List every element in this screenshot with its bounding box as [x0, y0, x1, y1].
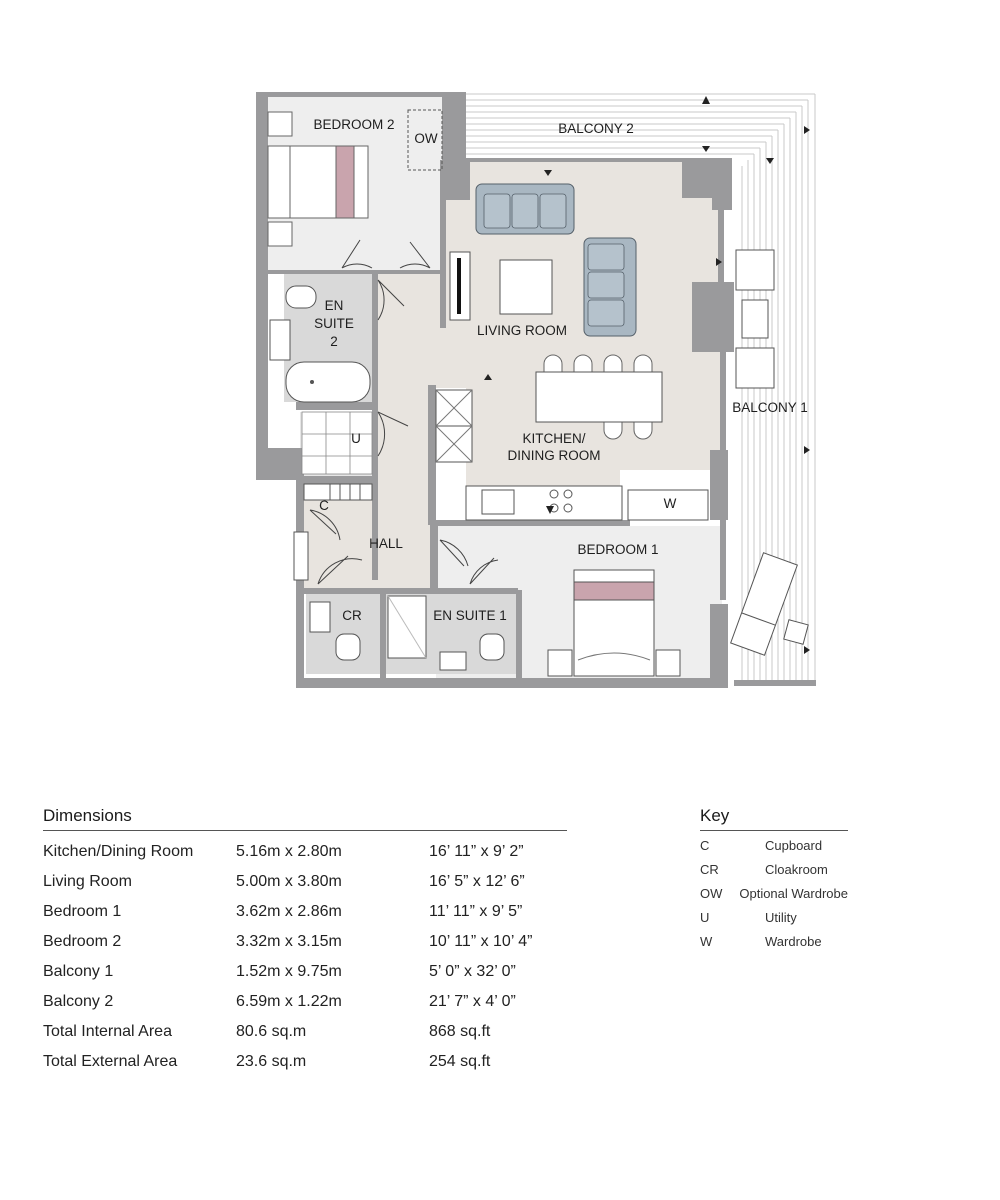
- basin-icon: [440, 652, 466, 670]
- dimension-imperial: 254 sq.ft: [429, 1053, 491, 1070]
- kitchen-tall-units: [436, 390, 472, 462]
- dining-table: [536, 372, 662, 422]
- key-code: CR: [700, 861, 719, 877]
- dimension-room: Balcony 2: [43, 993, 114, 1010]
- dimension-row: [43, 1047, 567, 1077]
- dimensions-rows: [43, 837, 567, 1077]
- bedside-table: [268, 112, 292, 136]
- dimension-room: Total External Area: [43, 1053, 178, 1070]
- label-ow: OW: [414, 131, 438, 146]
- utility-grid: [302, 412, 372, 474]
- sofa-top: [476, 184, 574, 234]
- dimension-row: [43, 837, 567, 867]
- key-row: [700, 881, 848, 905]
- balcony-edge: [734, 680, 816, 686]
- dimension-row: [43, 897, 567, 927]
- cupboard-rail: [304, 484, 372, 500]
- dimension-room: Kitchen/Dining Room: [43, 843, 194, 860]
- key-code: OW: [700, 885, 723, 901]
- label-kitchen-line2: DINING ROOM: [507, 448, 601, 463]
- balcony-chair: [736, 348, 774, 388]
- dimension-room: Bedroom 1: [43, 903, 122, 920]
- dimension-metric: 3.32m x 3.15m: [236, 933, 342, 950]
- key-code: U: [700, 909, 710, 925]
- key-label: Cloakroom: [765, 861, 828, 877]
- key-rows: [700, 833, 848, 953]
- label-wardrobe: W: [663, 496, 677, 511]
- key-row: [700, 833, 848, 857]
- balcony-chair: [736, 250, 774, 290]
- dimension-imperial: 16’ 11” x 9’ 2”: [429, 843, 524, 860]
- dimension-imperial: 5’ 0” x 32’ 0”: [429, 963, 516, 980]
- label-cupboard: C: [319, 498, 329, 513]
- label-balcony-2: BALCONY 2: [558, 121, 634, 136]
- balcony-table: [742, 300, 768, 338]
- entrance-door-frame: [294, 532, 308, 580]
- basin-icon: [310, 602, 330, 632]
- dimension-metric: 5.00m x 3.80m: [236, 873, 342, 890]
- bedside-table: [656, 650, 680, 676]
- coffee-table: [500, 260, 552, 314]
- label-ensuite-2-line3: 2: [330, 334, 338, 349]
- dimension-metric: 1.52m x 9.75m: [236, 963, 342, 980]
- dimension-row: [43, 957, 567, 987]
- key-row: [700, 929, 848, 953]
- balcony-2-decking: [466, 94, 815, 154]
- bedroom-2-bed: [268, 146, 368, 218]
- key-code: W: [700, 933, 713, 949]
- label-bedroom-2: BEDROOM 2: [313, 117, 395, 132]
- dimensions-table: [43, 806, 567, 1077]
- key-row: [700, 857, 848, 881]
- label-cloakroom: CR: [342, 608, 362, 623]
- sink-icon: [482, 490, 514, 514]
- key-label: Cupboard: [765, 837, 823, 853]
- bath-drain-icon: [310, 380, 314, 384]
- sofa-right: [584, 238, 636, 336]
- key-rule: [700, 830, 848, 831]
- bath-icon: [286, 362, 370, 402]
- dimension-imperial: 21’ 7” x 4’ 0”: [429, 993, 516, 1010]
- key-code: C: [700, 837, 710, 853]
- key-label: Utility: [765, 909, 797, 925]
- basin-icon: [270, 320, 290, 360]
- label-hall: HALL: [369, 536, 403, 551]
- dimension-imperial: 868 sq.ft: [429, 1023, 491, 1040]
- label-living-room: LIVING ROOM: [476, 323, 568, 338]
- dimension-metric: 23.6 sq.m: [236, 1053, 307, 1070]
- dimensions-title: Dimensions: [43, 806, 132, 825]
- key-legend: [700, 806, 848, 953]
- key-label: Wardrobe: [765, 933, 822, 949]
- toilet-icon: [286, 286, 316, 308]
- toilet-icon: [336, 634, 360, 660]
- bedside-table: [268, 222, 292, 246]
- dimension-row: [43, 927, 567, 957]
- dimension-imperial: 16’ 5” x 12’ 6”: [429, 873, 525, 890]
- label-bedroom-1: BEDROOM 1: [577, 542, 659, 557]
- dimension-room: Living Room: [43, 873, 132, 890]
- key-label: Optional Wardrobe: [739, 885, 848, 901]
- dimension-room: Bedroom 2: [43, 933, 122, 950]
- bedroom-1-bed: [574, 570, 654, 676]
- dimension-metric: 6.59m x 1.22m: [236, 993, 342, 1010]
- dimension-row: [43, 1017, 567, 1047]
- label-ensuite-2-line2: SUITE: [314, 316, 354, 331]
- dimension-metric: 5.16m x 2.80m: [236, 843, 342, 860]
- dimension-room: Balcony 1: [43, 963, 114, 980]
- label-ensuite-1: EN SUITE 1: [433, 608, 507, 623]
- bedside-table: [548, 650, 572, 676]
- label-ensuite-2-line1: EN: [324, 298, 344, 313]
- tv-icon: [457, 258, 461, 314]
- dimension-imperial: 11’ 11” x 9’ 5”: [429, 903, 523, 920]
- toilet-icon: [480, 634, 504, 660]
- dimension-row: [43, 987, 567, 1017]
- dimension-row: [43, 867, 567, 897]
- dimension-metric: 80.6 sq.m: [236, 1023, 307, 1040]
- label-kitchen-line1: KITCHEN/: [522, 431, 586, 446]
- label-balcony-1: BALCONY 1: [732, 400, 808, 415]
- key-row: [700, 905, 848, 929]
- label-utility: U: [351, 431, 361, 446]
- dimensions-rule: [43, 830, 567, 831]
- dimension-metric: 3.62m x 2.86m: [236, 903, 342, 920]
- side-table: [784, 620, 808, 644]
- dimension-imperial: 10’ 11” x 10’ 4”: [429, 933, 533, 950]
- dimension-room: Total Internal Area: [43, 1023, 172, 1040]
- key-title: Key: [700, 806, 730, 825]
